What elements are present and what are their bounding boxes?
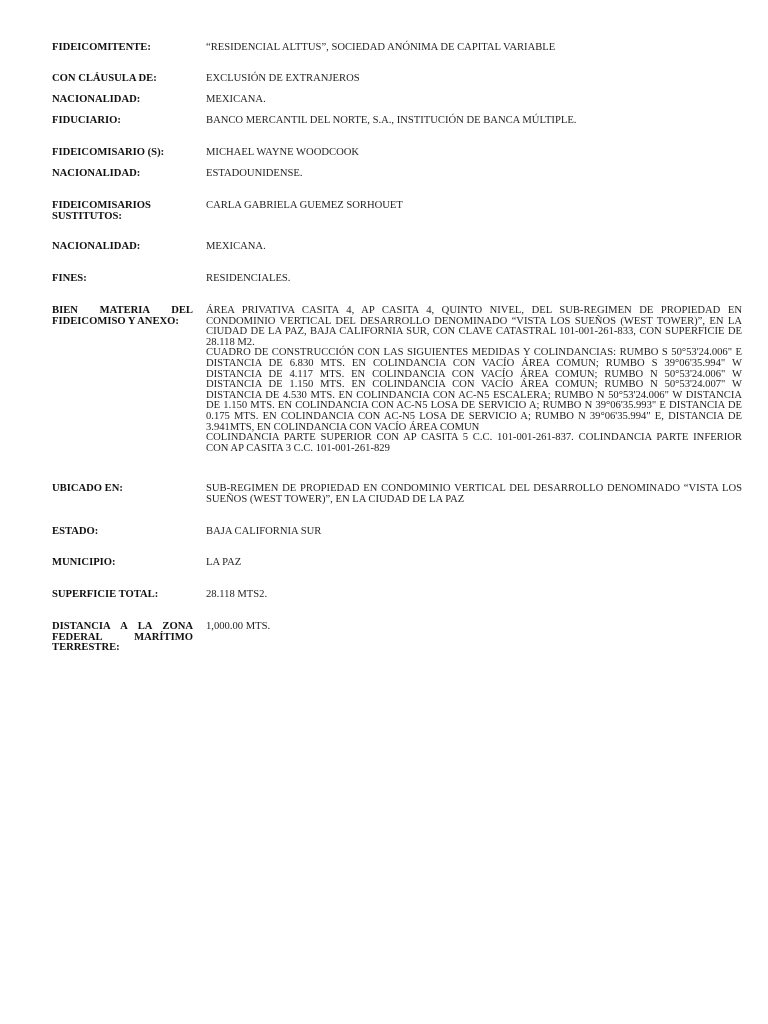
boundaries-paragraph: COLINDANCIA PARTE SUPERIOR CON AP CASITA 5 C.C. 101-001-261-837. COLINDANCIA PARTE INFERIOR CON AP CASITA 3 C.C. 101-001-261-829	[206, 432, 742, 454]
field-value: EXCLUSIÓN DE EXTRANJEROS	[206, 73, 360, 84]
field-value: “RESIDENCIAL ALTTUS”, SOCIEDAD ANÓNIMA DE CAPITAL VARIABLE	[206, 42, 556, 53]
field-value: 28.118 MTS2.	[206, 589, 268, 600]
location-paragraph: SUB-REGIMEN DE PROPIEDAD EN CONDOMINIO VERTICAL DEL DESARROLLO DENOMINADO “VISTA LOS SUEÑOS (WEST TOWER)”, EN LA CIUDAD DE LA PAZ	[206, 483, 742, 505]
field-label: NACIONALIDAD:	[52, 168, 141, 179]
construction-table-paragraph: CUADRO DE CONSTRUCCIÓN CON LAS SIGUIENTES MEDIDAS Y COLINDANCIAS: RUMBO S 50°53'24.006" E DISTANCIA DE 6.830 MTS. EN COLINDANCIA CON VACÍO ÁREA COMUN; RUMBO S 39°06'35.994" W DISTANCIA DE 4.117 MTS. EN COLINDANCIA CON VACÍO ÁREA COMUN; RUMBO N 50°53'24.006" W DISTANCIA DE 1.150 MTS. EN COLINDANCIA CON VACÍO ÁREA COMUN; RUMBO N 50°53'24.007" W DISTANCIA DE 4.530 MTS. EN COLINDANCIA CON AC-N5 ESCALERA; RUMBO N 50°53'24.006" W DISTANCIA DE 1.150 MTS. EN COLINDANCIA CON AC-N5 LOSA DE SERVICIO A; RUMBO N 39°06'35.993" E DISTANCIA DE 0.175 MTS. EN COLINDANCIA CON AC-N5 LOSA DE SERVICIO A; RUMBO N 39°06'35.994" E, DISTANCIA DE 3.941MTS, EN COLINDANCIA CON VACÍO ÁREA COMUN	[206, 347, 742, 433]
field-label: NACIONALIDAD:	[52, 241, 141, 252]
field-value: ESTADOUNIDENSE.	[206, 168, 303, 179]
field-label: FIDEICOMISARIO (S):	[52, 147, 165, 158]
field-value: RESIDENCIALES.	[206, 273, 291, 284]
field-value: CARLA GABRIELA GUEMEZ SORHOUET	[206, 200, 403, 211]
field-label: BIEN MATERIA DEL FIDEICOMISO Y ANEXO:	[52, 305, 193, 327]
field-label: DISTANCIA A LA ZONA FEDERAL MARÍTIMO TERRESTRE:	[52, 621, 193, 654]
field-label: SUPERFICIE TOTAL:	[52, 589, 159, 600]
field-value: LA PAZ	[206, 557, 242, 568]
field-label: CON CLÁUSULA DE:	[52, 73, 157, 84]
field-value: MEXICANA.	[206, 94, 266, 105]
field-label: UBICADO EN:	[52, 483, 123, 494]
field-label: MUNICIPIO:	[52, 557, 116, 568]
field-value	[206, 484, 742, 505]
field-value	[206, 306, 742, 454]
field-value: BAJA CALIFORNIA SUR	[206, 526, 322, 537]
field-value: 1,000.00 MTS.	[206, 621, 271, 632]
field-label: FIDUCIARIO:	[52, 115, 121, 126]
field-label: NACIONALIDAD:	[52, 94, 141, 105]
field-label: FINES:	[52, 273, 87, 284]
field-value: MEXICANA.	[206, 241, 266, 252]
field-value: MICHAEL WAYNE WOODCOOK	[206, 147, 360, 158]
property-description-paragraph: ÁREA PRIVATIVA CASITA 4, AP CASITA 4, QUINTO NIVEL, DEL SUB-REGIMEN DE PROPIEDAD EN CONDOMINIO VERTICAL DEL DESARROLLO DENOMINADO “VISTA LOS SUEÑOS (WEST TOWER)”, EN LA CIUDAD DE LA PAZ, BAJA CALIFORNIA SUR, CON CLAVE CATASTRAL 101-001-261-833, CON SUPERFICIE DE 28.118 M2.	[206, 305, 742, 348]
field-label: FIDEICOMISARIOS SUSTITUTOS:	[52, 200, 151, 222]
field-label: FIDEICOMITENTE:	[52, 42, 151, 53]
field-label: ESTADO:	[52, 526, 99, 537]
field-value: BANCO MERCANTIL DEL NORTE, S.A., INSTITUCIÓN DE BANCA MÚLTIPLE.	[206, 115, 577, 126]
